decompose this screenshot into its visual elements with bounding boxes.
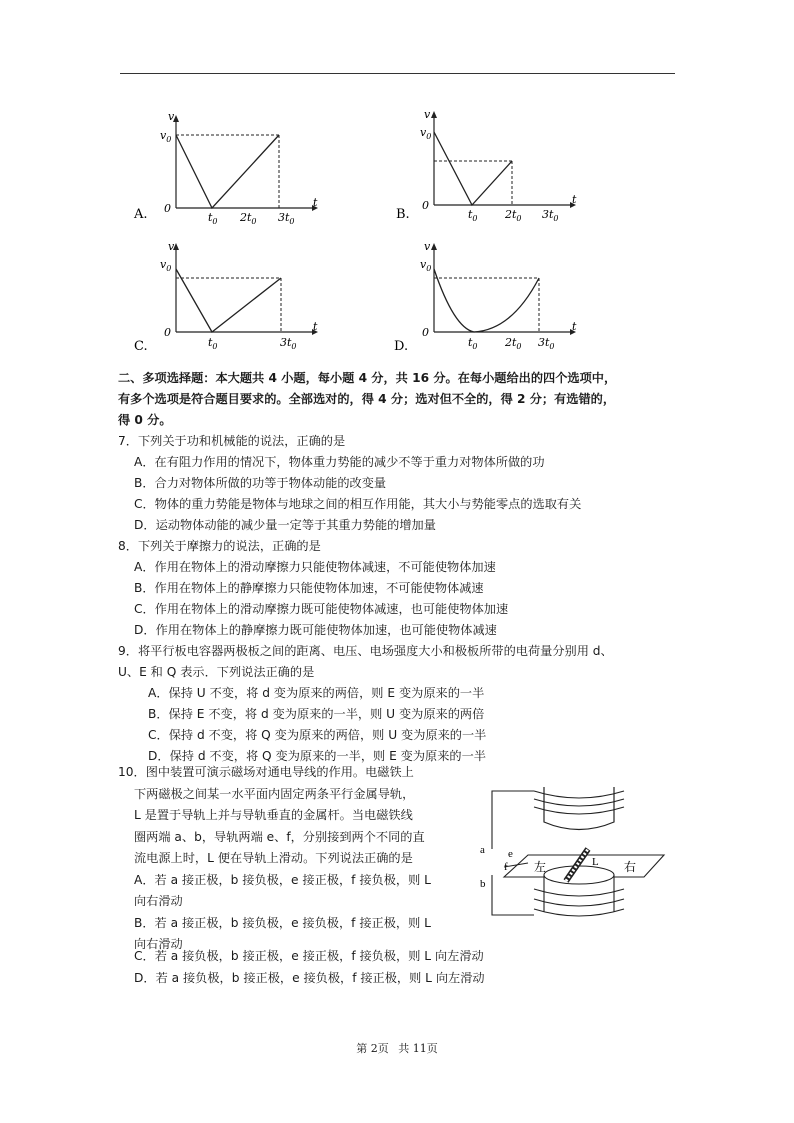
q10-option-b-2: 向右滑动 <box>134 937 183 951</box>
lower-coil-turn <box>534 889 624 896</box>
q10-line-4: 圈两端 a、b，导轨两端 e、f，分别接到两个不同的直 <box>134 829 425 844</box>
option-label: C. <box>134 339 148 354</box>
v-label: v <box>168 240 175 253</box>
upper-pole <box>544 787 614 830</box>
tick-2t0: $2t_0$ <box>505 336 522 351</box>
v-label: v <box>424 108 431 121</box>
graph-c-svg <box>128 240 328 355</box>
question-9 <box>118 641 678 767</box>
q9-option-a: A．保持 U 不变，将 d 变为原来的两倍，则 E 变为原来的一半 <box>148 686 485 700</box>
q7-option-a: A．在有阻力作用的情况下，物体重力势能的减少不等于重力对物体所做的功 <box>134 455 545 469</box>
tick-3t0: $3t_0$ <box>278 211 295 226</box>
q9-stem-1: 9．将平行板电容器两极板之间的距离、电压、电场强度大小和极板所带的电荷量分别用 d、 <box>118 644 613 658</box>
q7-stem: 7．下列关于功和机械能的说法，正确的是 <box>118 434 346 448</box>
graph-c <box>128 240 328 355</box>
tick-t0: $t_0$ <box>208 336 218 351</box>
label-e: e <box>508 848 513 860</box>
q7-option-c: C．物体的重力势能是物体与地球之间的相互作用能，其大小与势能零点的选取有关 <box>134 497 582 511</box>
q8-option-b: B．作用在物体上的静摩擦力只能使物体加速，不可能使物体减速 <box>134 581 484 595</box>
wire-b <box>492 875 534 915</box>
q9-option-b: B．保持 E 不变，将 d 变为原来的一半，则 U 变为原来的两倍 <box>148 707 485 721</box>
q10-option-c: C．若 a 接负极，b 接正极，e 接正极，f 接负极，则 L 向左滑动 <box>134 949 484 963</box>
label-rod: L <box>592 856 599 868</box>
graph-d <box>388 240 588 355</box>
electromagnet-svg <box>474 777 674 927</box>
graph-a-svg <box>128 108 328 226</box>
label-a: a <box>480 844 485 856</box>
velocity-curve <box>434 132 512 205</box>
velocity-curve <box>176 135 279 208</box>
t-label: t <box>572 193 577 206</box>
tick-t0: $t_0$ <box>468 336 478 351</box>
graph-a <box>128 108 328 226</box>
page-number: 第 2页 <box>356 1042 389 1055</box>
v-axis-arrow <box>431 243 437 250</box>
lower-coil-turn <box>534 909 624 916</box>
v0-label: $v_0$ <box>420 126 432 141</box>
v-label: v <box>424 240 431 253</box>
q8-stem: 8．下列关于摩擦力的说法，正确的是 <box>118 539 321 553</box>
q10-line-5: 流电源上时，L 便在导轨上滑动。下列说法正确的是 <box>134 851 413 865</box>
label-right: 右 <box>624 860 637 874</box>
q7-option-b: B．合力对物体所做的功等于物体动能的改变量 <box>134 476 387 490</box>
origin-label: 0 <box>422 199 429 212</box>
question-8 <box>118 536 678 641</box>
v-axis-arrow <box>431 111 437 118</box>
tick-2t0: $2t_0$ <box>505 208 522 223</box>
q7-option-d: D．运动物体动能的减少量一定等于其重力势能的增加量 <box>134 518 436 532</box>
v0-label: $v_0$ <box>160 129 172 144</box>
section-heading <box>118 368 678 431</box>
page-total: 共 11页 <box>398 1042 438 1055</box>
q9-option-d: D．保持 d 不变，将 Q 变为原来的一半，则 E 变为原来的一半 <box>148 749 486 763</box>
q10-line-3: L 是置于导轨上并与导轨垂直的金属杆。当电磁铁线 <box>134 808 413 822</box>
tick-t0: $t_0$ <box>208 211 218 226</box>
section-line-1: 二、多项选择题：本大题共 4 小题，每小题 4 分，共 16 分。在每小题给出的四个选项中， <box>118 371 617 385</box>
q10-option-d: D．若 a 接负极，b 接正极，e 接负极，f 接正极，则 L 向左滑动 <box>134 970 485 985</box>
v0-label: $v_0$ <box>420 258 432 273</box>
section-line-3: 得 0 分。 <box>118 413 172 427</box>
v0-label: $v_0$ <box>160 258 172 273</box>
page-footer <box>0 1040 794 1056</box>
q10-option-b-1: B．若 a 接正极，b 接负极，e 接负极，f 接正极，则 L <box>134 915 431 930</box>
t-label: t <box>313 196 318 209</box>
lower-coil-turn <box>534 899 624 906</box>
q9-stem-2: U、E 和 Q 表示．下列说法正确的是 <box>118 665 315 679</box>
section-line-2: 有多个选项是符合题目要求的。全部选对的，得 4 分；选对但不全的，得 2 分；有选错的， <box>118 392 616 406</box>
q8-option-a: A．作用在物体上的滑动摩擦力只能使物体减速，不可能使物体加速 <box>134 560 496 574</box>
question-10 <box>118 762 468 956</box>
q10-option-a-2: 向右滑动 <box>134 894 183 908</box>
tick-3t0: $3t_0$ <box>538 336 555 351</box>
graph-d-svg <box>388 240 588 355</box>
graph-b <box>388 108 588 223</box>
label-b: b <box>480 878 486 890</box>
option-label: D. <box>394 339 409 354</box>
question-7 <box>118 431 678 536</box>
lower-pole-top <box>544 866 614 884</box>
header-rule <box>120 73 675 74</box>
origin-label: 0 <box>422 326 429 339</box>
tick-t0: $t_0$ <box>468 208 478 223</box>
tick-3t0: $3t_0$ <box>542 208 559 223</box>
q8-option-c: C．作用在物体上的滑动摩擦力既可能使物体减速，也可能使物体加速 <box>134 602 509 616</box>
q9-option-c: C．保持 d 不变，将 Q 变为原来的两倍，则 U 变为原来的一半 <box>148 728 487 742</box>
q10-option-a-1: A．若 a 接正极，b 接负极，e 接正极，f 接负极，则 L <box>134 872 431 887</box>
question-10-options-cd <box>118 946 678 989</box>
q10-line-1: 10．图中装置可演示磁场对通电导线的作用。电磁铁上 <box>118 765 414 779</box>
graph-b-svg <box>388 108 588 223</box>
tick-3t0: $3t_0$ <box>280 336 297 351</box>
option-label: A. <box>134 207 148 222</box>
v-label: v <box>168 110 175 123</box>
q10-line-2: 下两磁极之间某一水平面内固定两条平行金属导轨， <box>134 786 415 801</box>
origin-label: 0 <box>164 202 171 215</box>
q8-option-d: D．作用在物体上的静摩擦力既可能使物体加速，也可能使物体减速 <box>134 623 497 637</box>
origin-label: 0 <box>164 326 171 339</box>
t-label: t <box>572 320 577 333</box>
option-label: B. <box>396 207 410 222</box>
tick-2t0: $2t_0$ <box>240 211 257 226</box>
questions-7-9 <box>118 368 678 767</box>
label-f: f <box>504 861 508 873</box>
t-label: t <box>313 320 318 333</box>
wire-a <box>492 791 534 849</box>
electromagnet-figure <box>474 777 674 931</box>
label-left: 左 <box>534 860 547 874</box>
